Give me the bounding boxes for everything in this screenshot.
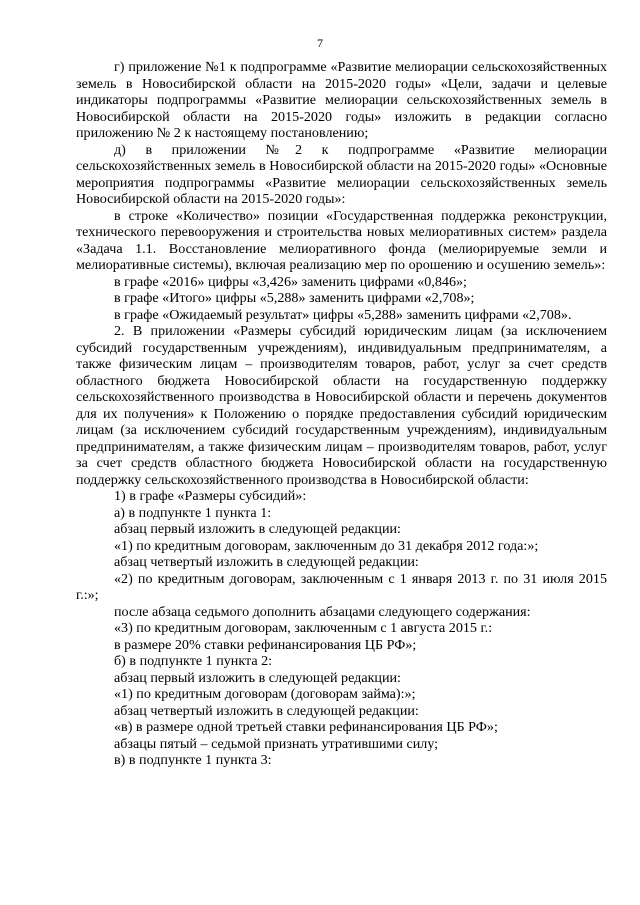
paragraph: после абзаца седьмого дополнить абзацами следующего содержания: (114, 603, 531, 620)
paragraph: «в) в размере одной третьей ставки рефинансирования ЦБ РФ»; (114, 719, 498, 735)
paragraph: абзац четвертый изложить в следующей редакции: (114, 702, 419, 719)
paragraph: «2) по кредитным договорам, заключенным с 1 января 2013 г. по 31 июля 2015 г.:»; (76, 570, 607, 603)
paragraph: абзац первый изложить в следующей редакции: (114, 669, 401, 686)
paragraph: 1) в графе «Размеры субсидий»: (114, 488, 307, 504)
paragraph: абзац четвертый изложить в следующей редакции: (114, 554, 419, 570)
paragraph: в графе «Ожидаемый результат» цифры «5,288» заменить цифрами «2,708». (114, 306, 572, 323)
paragraph: «1) по кредитным договорам, заключенным до 31 декабря 2012 года:»; (114, 537, 539, 554)
paragraph: абзацы пятый – седьмой признать утратившими силу; (114, 735, 439, 752)
paragraph: «3) по кредитным договорам, заключенным с 1 августа 2015 г.: (114, 620, 493, 636)
paragraph: в) в подпункте 1 пункта 3: (114, 752, 272, 768)
paragraph: а) в подпункте 1 пункта 1: (114, 504, 272, 521)
paragraph: д) в приложении №2 к подпрограмме «Развитие мелиорации сельскохозяйственных земель в Новосибирской области на 2015-2020 годы» «Основные мероприятия подпрограммы «Развитие мелиорации сельскохозяйственных земель Новосибирской области на 2015-2020 годы»: (76, 141, 607, 207)
paragraph: «1) по кредитным договорам (договорам займа):»; (114, 686, 416, 702)
paragraph: в графе «Итого» цифры «5,288» заменить цифрами «2,708»; (114, 290, 475, 306)
paragraph: г) приложение №1 к подпрограмме «Развитие мелиорации сельскохозяйственных земель в Новосибирской области на 2015-2020 годы» «Цели, задачи и целевые индикаторы подпрограммы «Развитие мелиорации сельскохозяйственных земель в Новосибирской области на 2015-2020 годы» изложить в редакции согласно приложению № 2 к настоящему постановлению; (76, 59, 607, 141)
paragraph: в строке «Количество» позиции «Государственная поддержка реконструкции, технического перевооружения и строительства новых мелиоративных систем» раздела «Задача 1.1. Восстановление мелиоративного фонда (мелиорируемые земли и мелиоративные системы), включая реализацию мер по орошению и осушению земель»: (76, 207, 607, 273)
paragraph: абзац первый изложить в следующей редакции: (114, 521, 401, 537)
page-number: 7 (317, 36, 323, 50)
document-body (76, 59, 607, 769)
paragraph: в размере 20% ставки рефинансирования ЦБ РФ»; (114, 636, 417, 653)
paragraph: б) в подпункте 1 пункта 2: (114, 653, 273, 669)
paragraph: 2. В приложении «Размеры субсидий юридическим лицам (за исключением субсидий государственным учреждениям), индивидуальным предпринимателям, а также физическим лицам – производителям товаров, работ, услуг за счет средств областного бюджета Новосибирской области на государственную поддержку сельскохозяйственного производства в Новосибирской области и перечень документов для их получения» к Положению о порядке предоставления субсидий юридическим лицам (за исключением субсидий государственным учреждениям), индивидуальным предпринимателям, а также физическим лицам – производителям товаров, работ, услуг за счет средств областного бюджета Новосибирской области на государственную поддержку сельскохозяйственного производства в Новосибирской области: (76, 323, 607, 488)
paragraph: в графе «2016» цифры «3,426» заменить цифрами «0,846»; (114, 273, 467, 290)
